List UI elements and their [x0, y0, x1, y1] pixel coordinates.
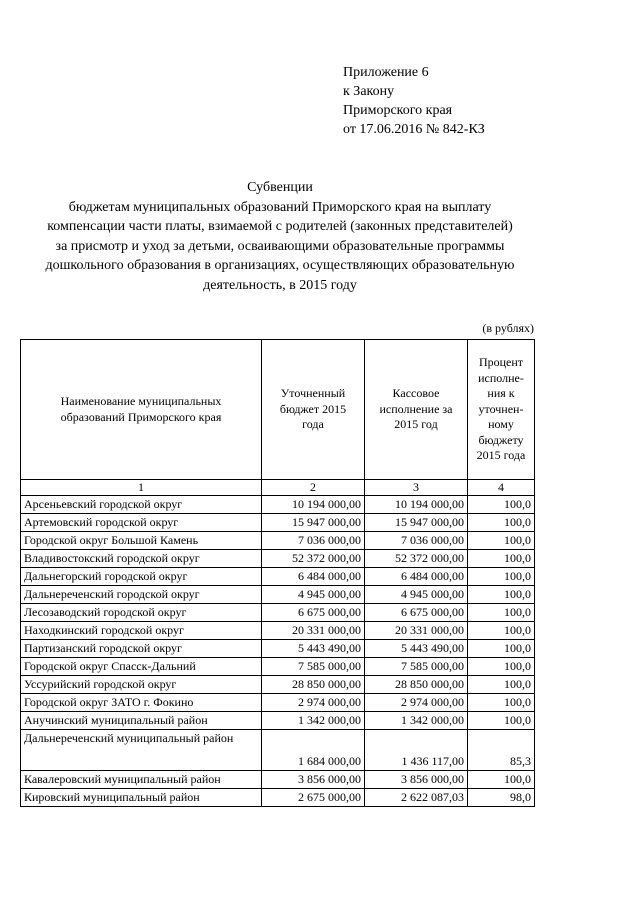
percent-value: 98,0: [468, 789, 535, 807]
percent-value: 100,0: [468, 771, 535, 789]
execution-value: 2 974 000,00: [365, 694, 468, 712]
budget-value: 2 675 000,00: [262, 789, 365, 807]
header-municipality: Наименование муниципальных образований Приморского края: [21, 340, 262, 480]
header-row: [21, 340, 535, 480]
percent-value: 100,0: [468, 604, 535, 622]
municipality-name: Находкинский городской округ: [21, 622, 262, 640]
table-row: [21, 604, 535, 622]
budget-value: 2 974 000,00: [262, 694, 365, 712]
budget-value: 1 684 000,00: [262, 730, 365, 771]
table-row: [21, 640, 535, 658]
title-line: бюджетам муниципальных образований Приморского края на выплату: [68, 199, 492, 215]
execution-value: 1 436 117,00: [365, 730, 468, 771]
table-row: [21, 730, 535, 771]
municipality-name: Кавалеровский муниципальный район: [21, 771, 262, 789]
column-number: 3: [365, 480, 468, 496]
execution-value: 6 484 000,00: [365, 568, 468, 586]
budget-value: 6 675 000,00: [262, 604, 365, 622]
percent-value: 100,0: [468, 496, 535, 514]
budget-value: 4 945 000,00: [262, 586, 365, 604]
table-row: [21, 676, 535, 694]
percent-value: 100,0: [468, 568, 535, 586]
table-row: [21, 694, 535, 712]
column-number: 1: [21, 480, 262, 496]
municipality-name: Дальнереченский муниципальный район: [21, 730, 262, 771]
table-row: [21, 712, 535, 730]
municipality-name: Анучинский муниципальный район: [21, 712, 262, 730]
execution-value: 15 947 000,00: [365, 514, 468, 532]
execution-value: 5 443 490,00: [365, 640, 468, 658]
table-row: [21, 532, 535, 550]
title-line: деятельность, в 2015 году: [203, 277, 357, 293]
table-row: [21, 568, 535, 586]
percent-value: 100,0: [468, 550, 535, 568]
municipality-name: Владивостокский городской округ: [21, 550, 262, 568]
execution-value: 7 036 000,00: [365, 532, 468, 550]
title-line: дошкольного образования в организациях, осуществляющих образовательную: [45, 258, 515, 273]
column-number: 4: [468, 480, 535, 496]
table-row: [21, 586, 535, 604]
appendix-reference: [343, 63, 485, 139]
percent-value: 100,0: [468, 658, 535, 676]
percent-value: 100,0: [468, 532, 535, 550]
table-row: [21, 496, 535, 514]
percent-value: 100,0: [468, 676, 535, 694]
appendix-line: Приморского края: [343, 103, 453, 118]
execution-value: 4 945 000,00: [365, 586, 468, 604]
table-row: [21, 658, 535, 676]
table-row: [21, 550, 535, 568]
execution-value: 1 342 000,00: [365, 712, 468, 730]
municipality-name: Уссурийский городской округ: [21, 676, 262, 694]
municipality-name: Кировский муниципальный район: [21, 789, 262, 807]
title-line: за присмотр и уход за детьми, осваивающими образовательные программы: [55, 238, 505, 254]
header-percent: Процент исполне-ния к уточнен-ному бюджету 2015 года: [468, 340, 535, 480]
percent-value: 100,0: [468, 514, 535, 532]
municipality-name: Дальнегорский городской округ: [21, 568, 262, 586]
execution-value: 28 850 000,00: [365, 676, 468, 694]
percent-value: 100,0: [468, 622, 535, 640]
budget-value: 6 484 000,00: [262, 568, 365, 586]
table-body: [21, 496, 535, 807]
appendix-line: к Закону: [343, 84, 395, 99]
document-title: [14, 178, 546, 295]
header-budget: Уточненный бюджет 2015 года: [262, 340, 365, 480]
execution-value: 7 585 000,00: [365, 658, 468, 676]
budget-value: 15 947 000,00: [262, 514, 365, 532]
municipality-name: Городской округ Спасск-Дальний: [21, 658, 262, 676]
percent-value: 100,0: [468, 694, 535, 712]
execution-value: 20 331 000,00: [365, 622, 468, 640]
column-number-row: [21, 480, 535, 496]
budget-value: 1 342 000,00: [262, 712, 365, 730]
execution-value: 3 856 000,00: [365, 771, 468, 789]
percent-value: 100,0: [468, 586, 535, 604]
municipality-name: Партизанский городской округ: [21, 640, 262, 658]
units-label: (в рублях): [482, 321, 534, 335]
budget-value: 20 331 000,00: [262, 622, 365, 640]
municipality-name: Лесозаводский городской округ: [21, 604, 262, 622]
budget-value: 3 856 000,00: [262, 771, 365, 789]
budget-value: 5 443 490,00: [262, 640, 365, 658]
table-row: [21, 789, 535, 807]
execution-value: 10 194 000,00: [365, 496, 468, 514]
municipality-name: Городской округ Большой Камень: [21, 532, 262, 550]
budget-value: 7 585 000,00: [262, 658, 365, 676]
table-row: [21, 622, 535, 640]
municipality-name: Арсеньевский городской округ: [21, 496, 262, 514]
table-row: [21, 514, 535, 532]
subsidy-table: [20, 339, 535, 807]
execution-value: 52 372 000,00: [365, 550, 468, 568]
column-number: 2: [262, 480, 365, 496]
budget-value: 52 372 000,00: [262, 550, 365, 568]
percent-value: 100,0: [468, 712, 535, 730]
municipality-name: Артемовский городской округ: [21, 514, 262, 532]
title-line: Субвенции: [247, 180, 313, 195]
budget-value: 28 850 000,00: [262, 676, 365, 694]
table-row: [21, 771, 535, 789]
municipality-name: Городской округ ЗАТО г. Фокино: [21, 694, 262, 712]
budget-value: 7 036 000,00: [262, 532, 365, 550]
appendix-line: от 17.06.2016 № 842-КЗ: [343, 122, 485, 137]
percent-value: 100,0: [468, 640, 535, 658]
execution-value: 2 622 087,03: [365, 789, 468, 807]
appendix-line: Приложение 6: [343, 65, 429, 80]
execution-value: 6 675 000,00: [365, 604, 468, 622]
budget-value: 10 194 000,00: [262, 496, 365, 514]
header-execution: Кассовое исполнение за 2015 год: [365, 340, 468, 480]
title-line: компенсации части платы, взимаемой с родителей (законных представителей): [47, 219, 513, 234]
percent-value: 85,3: [468, 730, 535, 771]
municipality-name: Дальнереченский городской округ: [21, 586, 262, 604]
